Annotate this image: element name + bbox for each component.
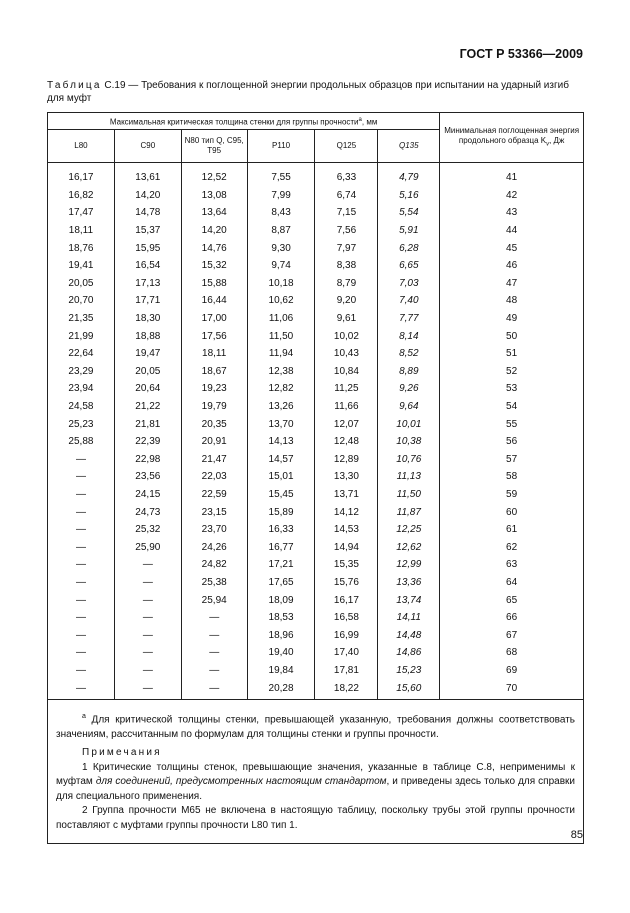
table-cell: 7,56 [315,222,378,240]
table-cell: 53 [440,380,584,398]
table-cell: 50 [440,327,584,345]
table-cell: 16,17 [48,163,115,187]
table-cell: 24,58 [48,398,115,416]
table-cell: 19,41 [48,257,115,275]
table-cell: 15,60 [378,679,440,699]
table-cell: 16,77 [247,538,315,556]
table-cell: 21,22 [114,398,181,416]
table-cell: 14,86 [378,644,440,662]
document-code: ГОСТ Р 53366—2009 [459,47,583,61]
table-cell: 13,71 [315,486,378,504]
table-cell: — [48,591,115,609]
table-cell: 55 [440,415,584,433]
table-row [48,574,584,592]
table-cell: 16,44 [181,292,247,310]
table-cell: 66 [440,609,584,627]
table-cell: 41 [440,163,584,187]
table-cell: 10,38 [378,433,440,451]
table-cell: 16,33 [247,521,315,539]
table-cell: 25,94 [181,591,247,609]
caption-text: С.19 — Требования к поглощенной энергии продольных образцов при испытании на ударный изгиб для муфт [47,80,569,104]
table-cell: 67 [440,626,584,644]
table-cell: 42 [440,187,584,205]
table-cell: 64 [440,574,584,592]
table-row [48,521,584,539]
table-cell: 70 [440,679,584,699]
table-cell: 21,99 [48,327,115,345]
table-cell: 12,07 [315,415,378,433]
table-cell: 10,18 [247,275,315,293]
table-row [48,363,584,381]
table-cell: 20,70 [48,292,115,310]
table-cell: — [48,662,115,680]
column-header: Q135 [378,130,440,163]
table-cell: — [114,626,181,644]
table-row [48,163,584,187]
table-row [48,626,584,644]
notes-block [48,699,584,843]
table-cell: 52 [440,363,584,381]
table-cell: — [48,644,115,662]
table-cell: — [48,556,115,574]
table-cell: 18,96 [247,626,315,644]
table-cell: 5,91 [378,222,440,240]
table-cell: 11,06 [247,310,315,328]
table-cell: 16,17 [315,591,378,609]
table-cell: 22,98 [114,451,181,469]
table-row [48,591,584,609]
table-cell: 11,13 [378,468,440,486]
table-cell: — [114,574,181,592]
table-cell: 16,99 [315,626,378,644]
table-cell: 12,82 [247,380,315,398]
table-cell: 7,55 [247,163,315,187]
table-cell: 62 [440,538,584,556]
table-cell: 20,35 [181,415,247,433]
table-cell: 8,52 [378,345,440,363]
note-2: 2 Группа прочности М65 не включена в настоящую таблицу, поскольку трубы этой группы прочности поставляют с муфтами группы прочности L80 тип 1. [56,805,575,831]
table-cell: 21,81 [114,415,181,433]
table-cell: 19,84 [247,662,315,680]
table-cell: 13,74 [378,591,440,609]
table-cell: 44 [440,222,584,240]
table-cell: 17,81 [315,662,378,680]
table-cell: 57 [440,451,584,469]
table-cell: 25,32 [114,521,181,539]
table-cell: 61 [440,521,584,539]
table-cell: 13,61 [114,163,181,187]
table-cell: 68 [440,644,584,662]
table-row [48,433,584,451]
table-cell: 25,23 [48,415,115,433]
table-cell: 8,89 [378,363,440,381]
table-cell: 10,84 [315,363,378,381]
table-cell: 7,15 [315,204,378,222]
table-cell: 12,38 [247,363,315,381]
table-cell: 7,03 [378,275,440,293]
table-cell: 12,52 [181,163,247,187]
table-cell: 15,89 [247,503,315,521]
table-cell: 10,62 [247,292,315,310]
data-table [47,112,584,844]
table-cell: 18,53 [247,609,315,627]
table-cell: 60 [440,503,584,521]
column-header: P110 [247,130,315,163]
table-cell: 14,53 [315,521,378,539]
table-cell: 15,95 [114,239,181,257]
table-cell: 19,47 [114,345,181,363]
table-cell: 5,54 [378,204,440,222]
table-cell: — [114,644,181,662]
table-cell: 18,88 [114,327,181,345]
table-cell: 10,43 [315,345,378,363]
table-cell: 13,26 [247,398,315,416]
table-cell: 12,62 [378,538,440,556]
table-cell: 18,30 [114,310,181,328]
table-cell: 9,26 [378,380,440,398]
table-cell: — [48,503,115,521]
table-caption [47,79,587,105]
table-row [48,679,584,699]
table-cell: 25,38 [181,574,247,592]
notes-title: Примечания [82,747,162,759]
table-row [48,257,584,275]
table-row [48,239,584,257]
table-cell: 22,59 [181,486,247,504]
table-cell: — [181,626,247,644]
table-cell: 17,71 [114,292,181,310]
table-cell: 12,48 [315,433,378,451]
table-cell: 14,94 [315,538,378,556]
table-row [48,380,584,398]
table-cell: 63 [440,556,584,574]
table-cell: 21,47 [181,451,247,469]
table-row [48,415,584,433]
table-cell: 20,64 [114,380,181,398]
table-row [48,398,584,416]
table-cell: 8,14 [378,327,440,345]
table-row [48,222,584,240]
page-number: 85 [570,829,583,841]
table-row [48,187,584,205]
table-cell: 47 [440,275,584,293]
table-cell: 14,12 [315,503,378,521]
table-cell: 14,48 [378,626,440,644]
note-1: 1 Критические толщины стенок, превышающие значения, указанные в таблице С.8, неприменимы к муфтам для соединений, предусмотренных настоящим стандартом, и приведены здесь только для справки для специального применения. [56,761,575,802]
table-cell: 21,35 [48,310,115,328]
table-cell: 18,11 [181,345,247,363]
table-cell: 8,38 [315,257,378,275]
table-cell: — [48,451,115,469]
table-cell: 6,65 [378,257,440,275]
table-row [48,644,584,662]
table-cell: — [181,609,247,627]
table-row [48,538,584,556]
table-cell: 20,05 [48,275,115,293]
table-cell: 6,28 [378,239,440,257]
table-cell: 51 [440,345,584,363]
table-cell: 17,13 [114,275,181,293]
table-cell: 17,40 [315,644,378,662]
table-cell: 20,91 [181,433,247,451]
table-row [48,292,584,310]
table-cell: 17,56 [181,327,247,345]
table-cell: 7,97 [315,239,378,257]
table-cell: 5,16 [378,187,440,205]
table-cell: 14,20 [114,187,181,205]
table-cell: 14,76 [181,239,247,257]
table-cell: 18,22 [315,679,378,699]
table-cell: — [114,556,181,574]
caption-label: Таблица [47,80,102,91]
table-cell: 13,36 [378,574,440,592]
table-cell: 13,30 [315,468,378,486]
column-header: N80 тип Q, C95, T95 [181,130,247,163]
table-cell: 15,88 [181,275,247,293]
table-cell: 15,37 [114,222,181,240]
table-cell: 7,77 [378,310,440,328]
table-row [48,204,584,222]
table-cell: 16,82 [48,187,115,205]
table-cell: 45 [440,239,584,257]
table-row [48,327,584,345]
table-row [48,275,584,293]
table-cell: 11,25 [315,380,378,398]
table-cell: — [48,538,115,556]
column-header: L80 [48,130,115,163]
table-cell: 6,74 [315,187,378,205]
table-row [48,503,584,521]
table-cell: — [181,662,247,680]
table-cell: 7,99 [247,187,315,205]
table-cell: 18,09 [247,591,315,609]
table-cell: — [48,679,115,699]
table-row [48,468,584,486]
table-cell: 15,76 [315,574,378,592]
table-row [48,662,584,680]
table-cell: 15,35 [315,556,378,574]
table-cell: 11,94 [247,345,315,363]
table-cell: 25,90 [114,538,181,556]
table-cell: — [181,679,247,699]
table-cell: — [114,591,181,609]
table-cell: 13,08 [181,187,247,205]
table-cell: — [114,679,181,699]
table-cell: 18,11 [48,222,115,240]
table-cell: 18,67 [181,363,247,381]
table-cell: 8,79 [315,275,378,293]
table-cell: 24,73 [114,503,181,521]
table-cell: 17,00 [181,310,247,328]
table-cell: 16,58 [315,609,378,627]
column-header: Q125 [315,130,378,163]
table-cell: 8,43 [247,204,315,222]
table-cell: 48 [440,292,584,310]
table-cell: 9,61 [315,310,378,328]
table-cell: 65 [440,591,584,609]
footnote: $^a$ Для критической толщины стенки, превышающей указанную, требования должны соответствовать значениям, рассчитанным по формулам для толщины стенки и группы прочности. [56,712,575,740]
table-row [48,486,584,504]
table-cell: 56 [440,433,584,451]
table-cell: 24,26 [181,538,247,556]
table-cell: 15,45 [247,486,315,504]
table-cell: 14,78 [114,204,181,222]
table-cell: 10,01 [378,415,440,433]
table-row [48,310,584,328]
table-cell: 13,64 [181,204,247,222]
column-header: C90 [114,130,181,163]
table-cell: — [181,644,247,662]
table-cell: 22,39 [114,433,181,451]
table-cell: 24,15 [114,486,181,504]
table-cell: 17,65 [247,574,315,592]
table-row [48,556,584,574]
table-cell: — [48,468,115,486]
table-cell: 4,79 [378,163,440,187]
energy-header: Минимальная поглощенная энергия продольного образца $K_v$, Дж [440,113,584,163]
table-cell: — [48,626,115,644]
table-cell: 14,11 [378,609,440,627]
table-cell: 24,82 [181,556,247,574]
table-cell: 46 [440,257,584,275]
table-cell: 14,57 [247,451,315,469]
table-cell: 43 [440,204,584,222]
table-cell: — [114,662,181,680]
table-cell: 18,76 [48,239,115,257]
table-cell: 20,05 [114,363,181,381]
table-cell: 19,40 [247,644,315,662]
table-cell: 16,54 [114,257,181,275]
table-cell: 17,21 [247,556,315,574]
table-cell: 69 [440,662,584,680]
table-cell: 20,28 [247,679,315,699]
table-cell: 25,88 [48,433,115,451]
table-cell: — [114,609,181,627]
table-cell: 9,30 [247,239,315,257]
table-cell: 14,13 [247,433,315,451]
table-cell: 22,03 [181,468,247,486]
table-cell: 15,01 [247,468,315,486]
table-cell: 23,29 [48,363,115,381]
table-cell: 8,87 [247,222,315,240]
table-cell: 6,33 [315,163,378,187]
table-cell: 12,89 [315,451,378,469]
table-cell: 58 [440,468,584,486]
table-cell: 7,40 [378,292,440,310]
table-cell: — [48,609,115,627]
table-cell: 12,99 [378,556,440,574]
table-cell: 13,70 [247,415,315,433]
table-cell: 54 [440,398,584,416]
table-row [48,345,584,363]
table-cell: 23,94 [48,380,115,398]
table-row [48,609,584,627]
table-cell: 11,66 [315,398,378,416]
table-cell: 9,64 [378,398,440,416]
table-cell: 59 [440,486,584,504]
table-cell: — [48,574,115,592]
table-cell: 15,32 [181,257,247,275]
table-cell: 49 [440,310,584,328]
table-cell: 11,50 [378,486,440,504]
table-cell: 19,23 [181,380,247,398]
table-cell: 23,56 [114,468,181,486]
table-row [48,451,584,469]
table-cell: 10,76 [378,451,440,469]
table-cell: 15,23 [378,662,440,680]
table-cell: 12,25 [378,521,440,539]
table-cell: 10,02 [315,327,378,345]
table-cell: 23,15 [181,503,247,521]
group-header: Максимальная критическая толщина стенки для группы прочности$^a$, мм [48,113,440,130]
table-cell: — [48,521,115,539]
table-cell: 17,47 [48,204,115,222]
table-cell: 11,87 [378,503,440,521]
table-cell: 22,64 [48,345,115,363]
table-cell: 19,79 [181,398,247,416]
table-cell: 9,74 [247,257,315,275]
table-cell: 11,50 [247,327,315,345]
table-cell: — [48,486,115,504]
table-cell: 14,20 [181,222,247,240]
table-cell: 23,70 [181,521,247,539]
table-cell: 9,20 [315,292,378,310]
